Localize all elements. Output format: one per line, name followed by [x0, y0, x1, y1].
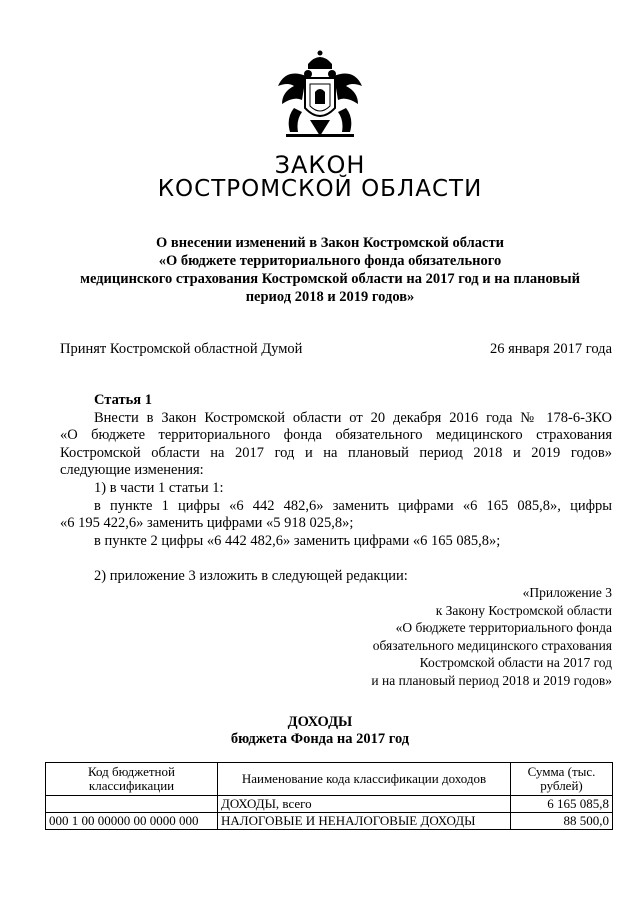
cell-code — [46, 796, 218, 813]
law-region-title: КОСТРОМСКОЙ ОБЛАСТИ — [157, 176, 483, 202]
table-row — [46, 813, 613, 830]
header-code: Код бюджетной классификации — [46, 763, 218, 796]
cell-sum: 6 165 085,8 — [511, 796, 613, 813]
adopted-by: Принят Костромской областной Думой — [60, 341, 303, 357]
coat-of-arms-icon — [272, 48, 368, 140]
article-title: Статья 1 — [94, 392, 152, 408]
subject-line: период 2018 и 2019 годов» — [245, 289, 415, 305]
cell-name: ДОХОДЫ, всего — [218, 796, 511, 813]
appendix-line: к Закону Костромской области — [435, 602, 612, 618]
cell-sum: 88 500,0 — [511, 813, 613, 830]
article-intro-line: Костромской области на 2017 год и на плановый период 2018 и 2019 годов» — [60, 444, 612, 461]
adoption-date: 26 января 2017 года — [489, 341, 612, 357]
cell-code: 000 1 00 00000 00 0000 000 — [46, 813, 218, 830]
subject-line: медицинского страхования Костромской области на 2017 год и на плановый — [80, 271, 580, 287]
appendix-line: «О бюджете территориального фонда — [395, 620, 612, 636]
appendix-line: обязательного медицинского страхования — [372, 637, 612, 653]
item2-title: 2) приложение 3 изложить в следующей редакции: — [94, 568, 408, 585]
item1-title: 1) в части 1 статьи 1: — [94, 479, 224, 496]
appendix-line: Костромской области на 2017 год — [419, 655, 612, 671]
item1-line: в пункте 1 цифры «6 442 482,6» заменить цифрами «6 165 085,8», цифры — [94, 497, 612, 514]
article-intro-line: Внести в Закон Костромской области от 20 декабря 2016 года № 178-6-ЗКО — [94, 409, 612, 426]
table-heading-title: ДОХОДЫ — [287, 714, 353, 730]
appendix-note — [371, 584, 612, 690]
subject-line: «О бюджете территориального фонда обязательного — [158, 253, 502, 269]
item1-line: в пункте 2 цифры «6 442 482,6» заменить цифрами «6 165 085,8»; — [94, 532, 501, 549]
article-intro-line: «О бюджете территориального фонда обязательного медицинского страхования — [60, 427, 612, 444]
item1-line: «6 195 422,6» заменить цифрами «5 918 025,8»; — [60, 515, 354, 532]
article-intro-line: следующие изменения: — [60, 462, 204, 479]
law-title: ЗАКОН — [274, 151, 366, 179]
table-row — [46, 796, 613, 813]
table-heading-subtitle: бюджета Фонда на 2017 год — [230, 731, 410, 747]
income-table-heading — [0, 714, 640, 748]
appendix-line: «Приложение 3 — [522, 585, 612, 600]
subject-line: О внесении изменений в Закон Костромской области — [156, 235, 504, 251]
appendix-line: и на плановый период 2018 и 2019 годов» — [371, 672, 612, 688]
cell-name: НАЛОГОВЫЕ И НЕНАЛОГОВЫЕ ДОХОДЫ — [218, 813, 511, 830]
article-body — [60, 392, 612, 586]
table-header-row — [46, 763, 613, 796]
header-sum: Сумма (тыс. рублей) — [511, 763, 613, 796]
header-name: Наименование кода классификации доходов — [218, 763, 511, 796]
law-subject — [60, 234, 600, 306]
income-table — [45, 762, 613, 830]
